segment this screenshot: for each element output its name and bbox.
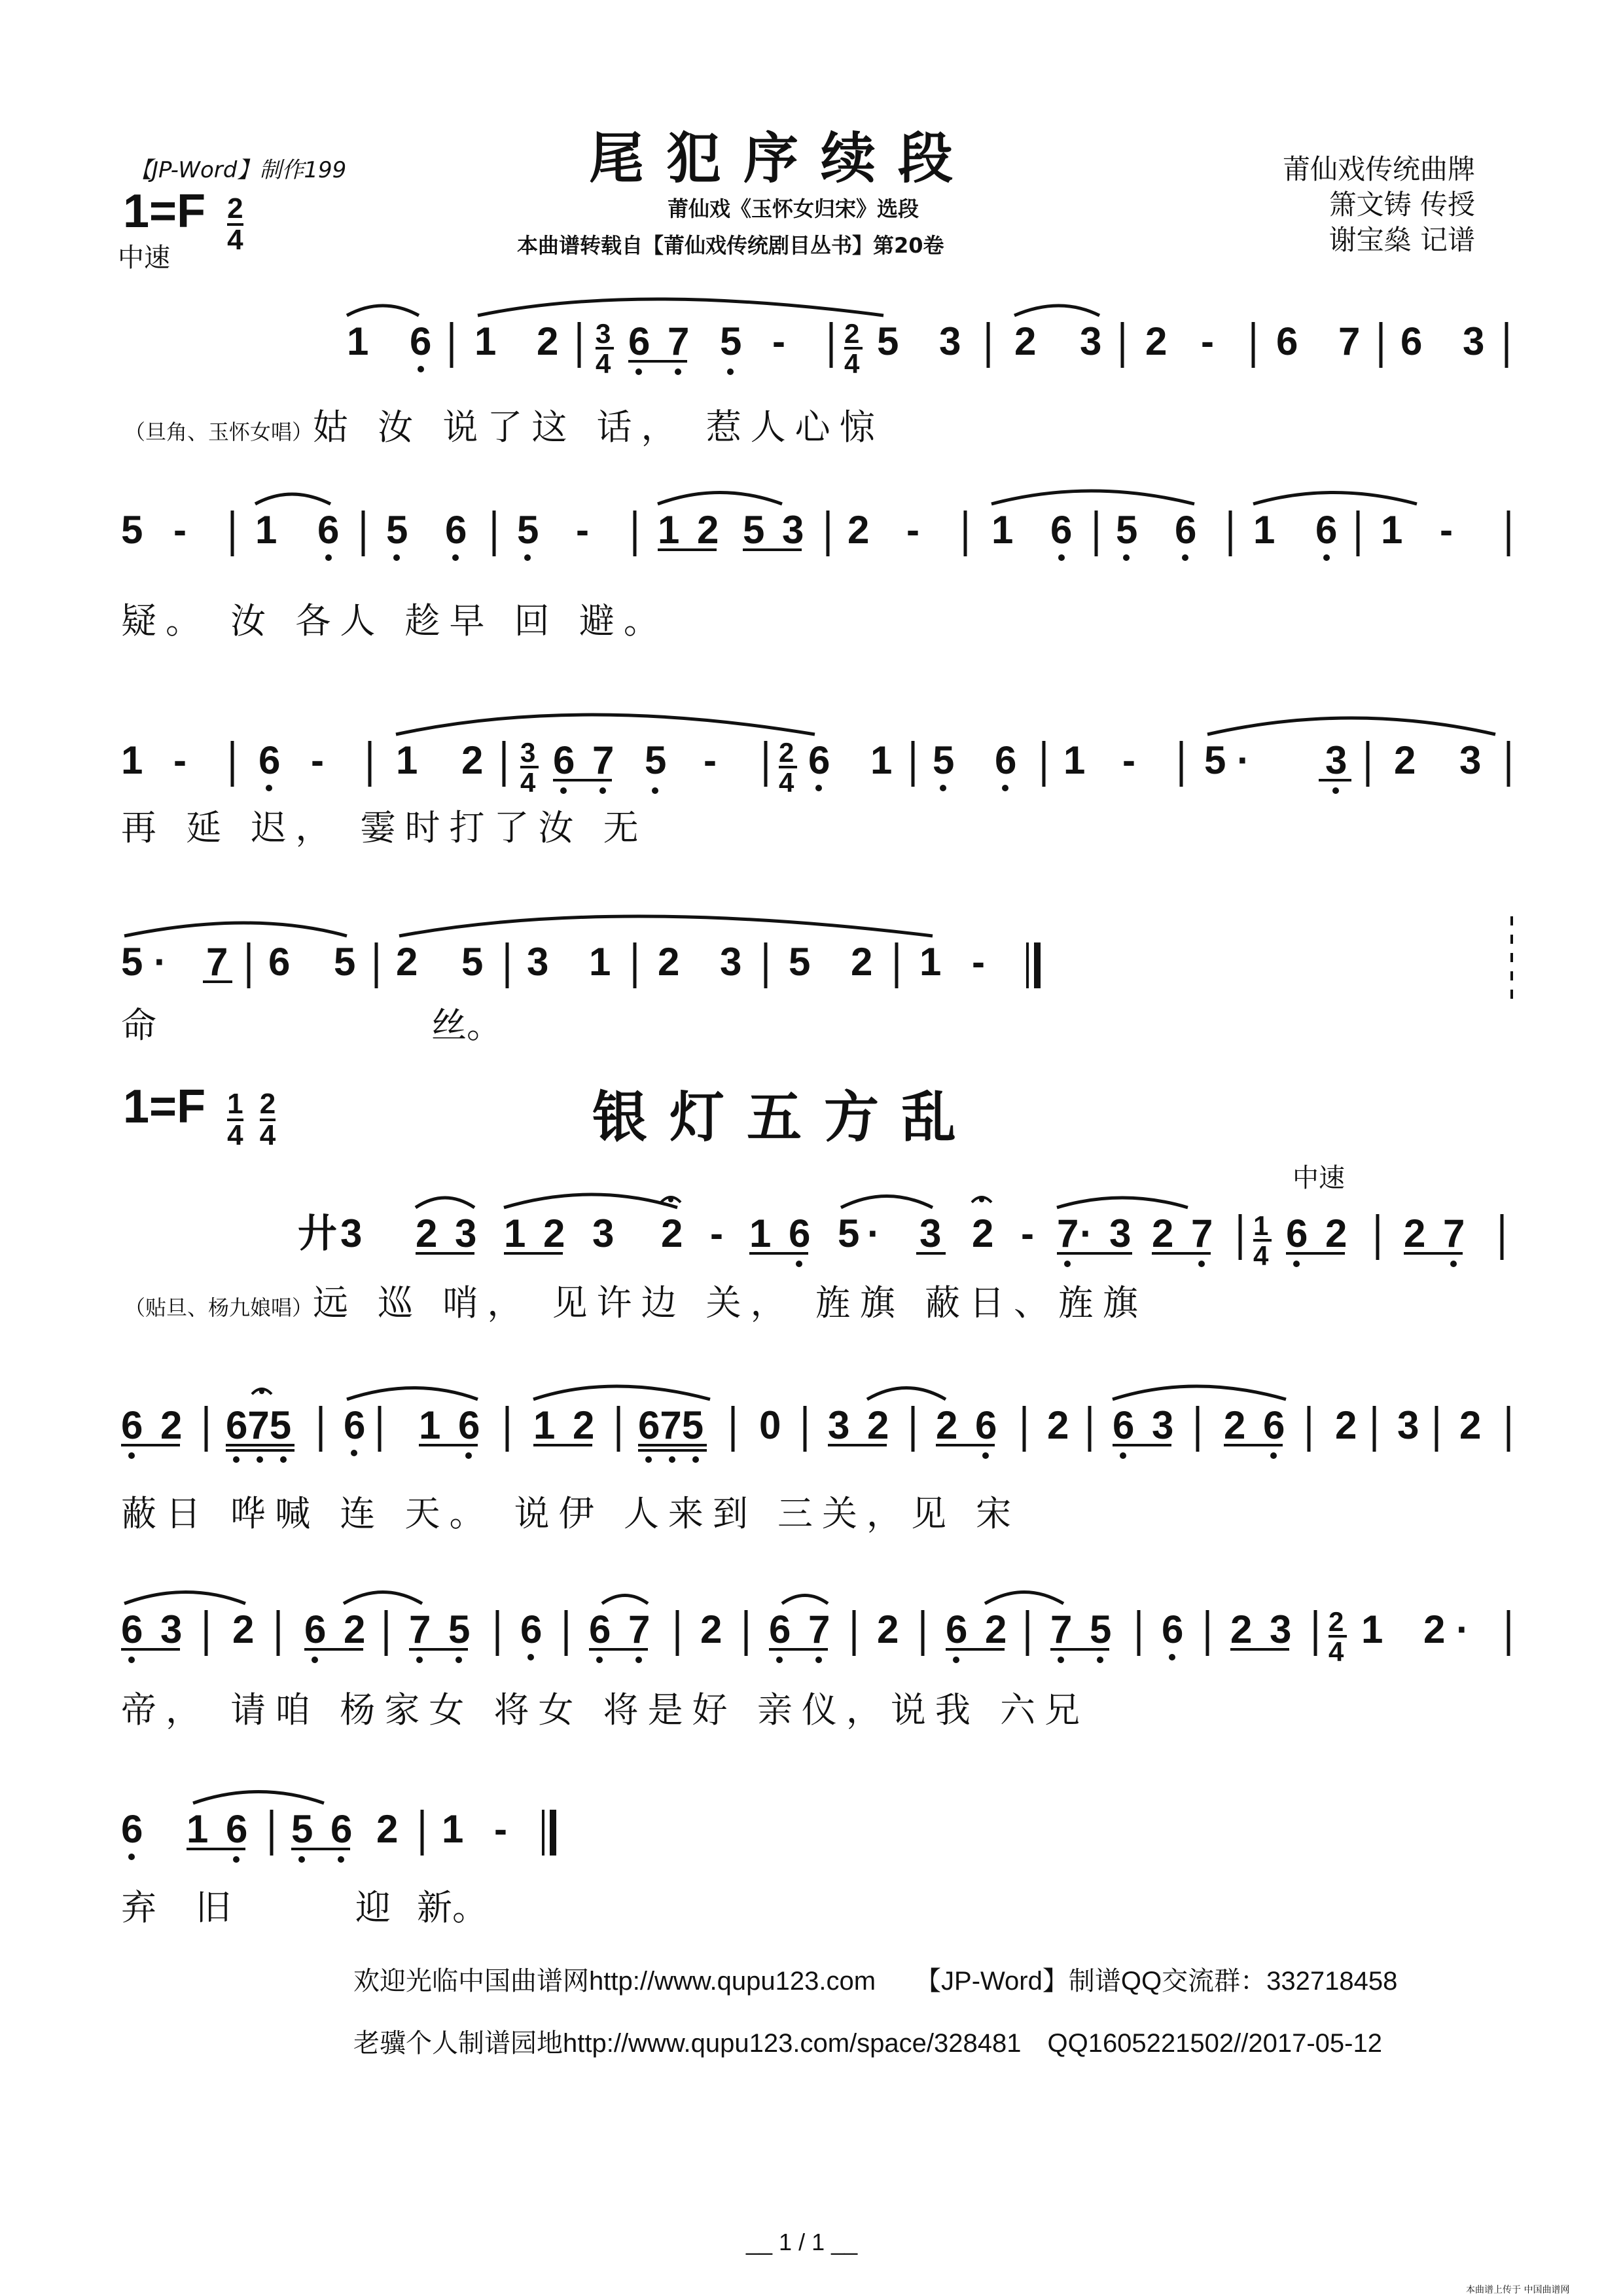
svg-text:5: 5 <box>517 508 539 552</box>
svg-text:7: 7 <box>668 319 690 363</box>
credits <box>1283 152 1475 258</box>
lyric-row-8 <box>121 1880 488 1930</box>
lyric-word: 旧 <box>196 1887 231 1928</box>
svg-text:2: 2 <box>972 1211 994 1255</box>
svg-text:2: 2 <box>543 1211 565 1255</box>
svg-text:2: 2 <box>573 1403 595 1447</box>
svg-text:2: 2 <box>1014 319 1037 363</box>
svg-text:6: 6 <box>259 738 281 782</box>
page-title: 尾犯序续段 <box>589 126 976 190</box>
svg-text:1: 1 <box>658 508 680 552</box>
svg-text:2: 2 <box>936 1403 958 1447</box>
svg-text:4: 4 <box>520 767 536 798</box>
svg-text:2: 2 <box>1230 1607 1253 1651</box>
svg-text:5: 5 <box>448 1607 471 1651</box>
notation-graphic <box>298 1188 1522 1271</box>
svg-text:6: 6 <box>1050 508 1073 552</box>
svg-text:1: 1 <box>870 738 893 782</box>
time-sig-bottom: 4 <box>227 223 243 256</box>
svg-text:·: · <box>1080 1211 1093 1255</box>
svg-text:5: 5 <box>121 940 143 984</box>
svg-text:6: 6 <box>520 1607 543 1651</box>
svg-text:6: 6 <box>304 1607 327 1651</box>
svg-text:1: 1 <box>442 1807 464 1851</box>
svg-text:5: 5 <box>645 738 667 782</box>
svg-text:1: 1 <box>255 508 277 552</box>
svg-text:2: 2 <box>461 738 484 782</box>
svg-text:1: 1 <box>396 738 418 782</box>
svg-text:6: 6 <box>121 1607 143 1651</box>
svg-text:675: 675 <box>638 1403 704 1447</box>
subtitle-source: 本曲谱转载自【莆仙戏传统剧目丛书】第20卷 <box>517 233 944 258</box>
time-sig-top: 2 <box>227 192 243 224</box>
svg-text:6: 6 <box>1162 1607 1184 1651</box>
svg-text:2: 2 <box>658 940 680 984</box>
svg-text:5: 5 <box>1204 738 1226 782</box>
svg-text:6: 6 <box>589 1607 611 1651</box>
svg-text:3: 3 <box>160 1607 183 1651</box>
svg-text:1: 1 <box>1361 1607 1383 1651</box>
svg-text:2: 2 <box>697 508 719 552</box>
tempo-marking-2: 中速 <box>1293 1163 1345 1193</box>
svg-text:6: 6 <box>330 1807 353 1851</box>
notation-graphic <box>121 484 1522 563</box>
role-note: （旦角、玉怀女唱） <box>124 420 313 444</box>
key-label: 1=F <box>123 185 206 238</box>
credit-tune: 莆仙戏传统曲牌 <box>1283 153 1476 185</box>
svg-text:7: 7 <box>808 1607 830 1651</box>
lyric-word-si: 丝。 <box>431 1005 502 1046</box>
time-sig-top: 2 <box>259 1087 276 1120</box>
svg-text:1: 1 <box>533 1403 556 1447</box>
svg-text:1: 1 <box>504 1211 526 1255</box>
notation-graphic <box>121 1380 1522 1458</box>
svg-text:6: 6 <box>458 1403 480 1447</box>
svg-text:6: 6 <box>1113 1403 1135 1447</box>
svg-text:2: 2 <box>877 1607 899 1651</box>
svg-text:-: - <box>311 738 324 782</box>
svg-text:5: 5 <box>838 1211 860 1255</box>
svg-text:廾: 廾 <box>298 1211 337 1255</box>
svg-text:6: 6 <box>1276 319 1298 363</box>
lyric-word: 新。 <box>417 1887 488 1928</box>
svg-text:2: 2 <box>376 1807 399 1851</box>
svg-text:-: - <box>576 508 589 552</box>
credit-transcriber: 谢宝燊 记谱 <box>1329 224 1476 256</box>
svg-text:7: 7 <box>1443 1211 1465 1255</box>
svg-text:-: - <box>1021 1211 1034 1255</box>
svg-text:2: 2 <box>1404 1211 1426 1255</box>
svg-text:6: 6 <box>1175 508 1197 552</box>
svg-text:1: 1 <box>419 1403 441 1447</box>
svg-text:2: 2 <box>1329 1606 1344 1637</box>
notation-graphic <box>121 916 1522 995</box>
svg-text:6: 6 <box>121 1807 143 1851</box>
svg-text:3: 3 <box>828 1403 850 1447</box>
svg-text:2: 2 <box>537 319 559 363</box>
svg-text:6: 6 <box>1315 508 1338 552</box>
svg-text:2: 2 <box>416 1211 438 1255</box>
svg-text:5: 5 <box>877 319 899 363</box>
svg-text:2: 2 <box>1224 1403 1246 1447</box>
svg-text:-: - <box>494 1807 507 1851</box>
svg-text:3: 3 <box>596 318 611 349</box>
time-sig-top: 1 <box>227 1087 243 1120</box>
svg-text:2: 2 <box>851 940 873 984</box>
svg-text:5: 5 <box>461 940 484 984</box>
svg-text:1: 1 <box>919 940 942 984</box>
svg-text:2: 2 <box>867 1403 889 1447</box>
svg-text:1: 1 <box>187 1807 209 1851</box>
svg-text:6: 6 <box>808 738 830 782</box>
svg-text:2: 2 <box>1047 1403 1069 1447</box>
lyric-text: 姑 汝 说了这 话， 惹人心惊 <box>313 406 884 448</box>
svg-text:4: 4 <box>596 348 611 379</box>
svg-text:-: - <box>1122 738 1135 782</box>
credit-teacher: 箫文铸 传授 <box>1329 188 1476 221</box>
svg-text:-: - <box>173 508 187 552</box>
svg-text:6: 6 <box>1263 1403 1285 1447</box>
svg-text:6: 6 <box>769 1607 791 1651</box>
subtitle-excerpt: 莆仙戏《玉怀女归宋》选段 <box>668 196 919 221</box>
svg-text:3: 3 <box>527 940 549 984</box>
svg-text:6: 6 <box>995 738 1017 782</box>
section-title: 银灯五方乱 <box>592 1085 979 1149</box>
role-note: （贴旦、杨九娘唱） <box>124 1295 313 1320</box>
svg-text:2: 2 <box>1325 1211 1347 1255</box>
svg-text:3: 3 <box>939 319 961 363</box>
svg-text:3: 3 <box>1463 319 1485 363</box>
svg-text:2: 2 <box>700 1607 722 1651</box>
svg-text:·: · <box>1237 738 1250 782</box>
svg-text:2: 2 <box>232 1607 255 1651</box>
svg-text:5: 5 <box>121 508 143 552</box>
svg-text:2: 2 <box>985 1607 1007 1651</box>
svg-text:7: 7 <box>409 1607 431 1651</box>
svg-text:-: - <box>972 940 985 984</box>
footer-site-link[interactable]: 欢迎光临中国曲谱网http://www.qupu123.com 【JP-Word】制谱QQ交流群：332718458 <box>353 1967 1398 1996</box>
svg-text:-: - <box>173 738 187 782</box>
svg-text:675: 675 <box>226 1403 292 1447</box>
svg-text:7: 7 <box>628 1607 651 1651</box>
svg-text:5: 5 <box>789 940 811 984</box>
svg-text:3: 3 <box>782 508 804 552</box>
notation-graphic <box>121 1784 645 1862</box>
svg-text:5: 5 <box>743 508 765 552</box>
svg-text:6: 6 <box>410 319 432 363</box>
lyric-row-1 <box>124 399 884 450</box>
svg-text:-: - <box>906 508 919 552</box>
svg-text:6: 6 <box>344 1403 366 1447</box>
svg-text:6: 6 <box>946 1607 968 1651</box>
svg-text:3: 3 <box>720 940 742 984</box>
svg-text:7: 7 <box>1191 1211 1213 1255</box>
svg-text:4: 4 <box>1253 1240 1269 1271</box>
lyric-row-6: 蔽日 哗喊 连 天。 说伊 人来到 三关，见 宋 <box>121 1493 1021 1534</box>
time-sig-bottom: 4 <box>227 1119 243 1151</box>
svg-text:5: 5 <box>1090 1607 1112 1651</box>
svg-text:6: 6 <box>789 1211 811 1255</box>
lyric-text: 远 巡 哨， 见许边 关， 旌旗 蔽日、旌旗 <box>313 1282 1148 1323</box>
svg-text:2: 2 <box>1145 319 1168 363</box>
svg-text:3: 3 <box>520 737 536 768</box>
notation-graphic <box>347 296 1525 379</box>
svg-text:1: 1 <box>474 319 497 363</box>
svg-text:1: 1 <box>991 508 1014 552</box>
page-number: __ 1 / 1 __ <box>746 2229 858 2255</box>
svg-text:0: 0 <box>759 1403 781 1447</box>
svg-text:2: 2 <box>779 737 794 768</box>
watermark: 本曲谱上传于 中国曲谱网 <box>1466 2285 1570 2295</box>
svg-text:3: 3 <box>455 1211 477 1255</box>
svg-text:6: 6 <box>268 940 291 984</box>
svg-text:2: 2 <box>661 1211 683 1255</box>
svg-text:1: 1 <box>749 1211 772 1255</box>
svg-text:3: 3 <box>592 1211 615 1255</box>
svg-text:-: - <box>1201 319 1214 363</box>
lyric-row-7: 帝， 请咱 杨家女 将女 将是好 亲仪，说我 六兄 <box>121 1689 1089 1731</box>
svg-text:2: 2 <box>344 1607 366 1651</box>
svg-text:5: 5 <box>933 738 955 782</box>
svg-text:2: 2 <box>1459 1403 1482 1447</box>
lyric-row-4 <box>121 997 502 1048</box>
svg-text:3: 3 <box>1080 319 1102 363</box>
svg-text:1: 1 <box>1063 738 1086 782</box>
svg-text:7: 7 <box>592 738 615 782</box>
svg-text:-: - <box>704 738 717 782</box>
svg-text:3: 3 <box>919 1211 942 1255</box>
svg-text:-: - <box>772 319 785 363</box>
lyric-word: 迎 <box>355 1887 391 1928</box>
svg-text:5: 5 <box>291 1807 313 1851</box>
svg-text:1: 1 <box>347 319 369 363</box>
svg-text:·: · <box>154 940 167 984</box>
svg-text:3: 3 <box>1152 1403 1174 1447</box>
svg-text:7: 7 <box>1338 319 1361 363</box>
time-signature-1 <box>227 1087 243 1151</box>
svg-text:·: · <box>867 1211 880 1255</box>
key-label: 1=F <box>123 1081 206 1133</box>
svg-text:1: 1 <box>1253 508 1275 552</box>
svg-text:4: 4 <box>779 767 794 798</box>
svg-text:7: 7 <box>206 940 228 984</box>
lyric-word: 弃 <box>121 1887 156 1928</box>
svg-text:3: 3 <box>1109 1211 1132 1255</box>
lyric-row-2: 疑。 汝 各人 趁早 回 避。 <box>121 600 668 641</box>
lyric-row-5 <box>124 1275 1147 1325</box>
notation-graphic <box>121 715 1522 798</box>
svg-text:6: 6 <box>553 738 575 782</box>
tempo-marking: 中速 <box>118 243 170 273</box>
svg-text:3: 3 <box>1397 1403 1419 1447</box>
lyric-row-3: 再 延 迟， 霎时打了汝 无 <box>121 807 648 848</box>
svg-text:2: 2 <box>847 508 870 552</box>
svg-text:6: 6 <box>628 319 651 363</box>
svg-text:2: 2 <box>1423 1607 1446 1651</box>
svg-text:-: - <box>710 1211 723 1255</box>
time-sig-bottom: 4 <box>259 1119 276 1151</box>
notation-graphic <box>121 1584 1522 1667</box>
svg-text:-: - <box>1440 508 1453 552</box>
svg-text:6: 6 <box>1400 319 1423 363</box>
svg-text:2: 2 <box>1152 1211 1174 1255</box>
svg-text:5: 5 <box>386 508 408 552</box>
svg-text:2: 2 <box>844 318 860 349</box>
svg-text:1: 1 <box>121 738 143 782</box>
svg-text:6: 6 <box>975 1403 997 1447</box>
maker-credit: 【JP-Word】制作199 <box>130 157 347 183</box>
svg-text:3: 3 <box>1325 738 1347 782</box>
svg-text:6: 6 <box>445 508 467 552</box>
svg-text:3: 3 <box>1459 738 1482 782</box>
svg-text:5: 5 <box>334 940 356 984</box>
svg-text:3: 3 <box>340 1211 363 1255</box>
svg-text:2: 2 <box>1394 738 1416 782</box>
svg-text:6: 6 <box>1286 1211 1308 1255</box>
svg-text:1: 1 <box>1381 508 1403 552</box>
svg-text:5: 5 <box>720 319 742 363</box>
svg-text:6: 6 <box>226 1807 248 1851</box>
svg-text:7: 7 <box>1057 1211 1079 1255</box>
key-signature-2 <box>123 1080 276 1150</box>
svg-text:5: 5 <box>1116 508 1138 552</box>
svg-text:1: 1 <box>589 940 611 984</box>
svg-text:2: 2 <box>160 1403 183 1447</box>
svg-text:1: 1 <box>1253 1210 1269 1241</box>
svg-text:7: 7 <box>1050 1607 1073 1651</box>
time-signature-2 <box>259 1087 276 1151</box>
footer-personal-link[interactable]: 老骥个人制谱园地http://www.qupu123.com/space/328481 QQ1605221502//2017-05-12 <box>353 2029 1382 2058</box>
svg-text:6: 6 <box>121 1403 143 1447</box>
time-signature <box>227 194 243 255</box>
svg-text:2: 2 <box>396 940 418 984</box>
svg-text:·: · <box>1456 1607 1469 1651</box>
svg-text:4: 4 <box>844 348 860 379</box>
svg-text:4: 4 <box>1329 1636 1344 1667</box>
svg-text:3: 3 <box>1270 1607 1292 1651</box>
svg-text:2: 2 <box>1335 1403 1357 1447</box>
lyric-word-ming: 命 <box>121 1005 156 1046</box>
svg-text:6: 6 <box>317 508 340 552</box>
